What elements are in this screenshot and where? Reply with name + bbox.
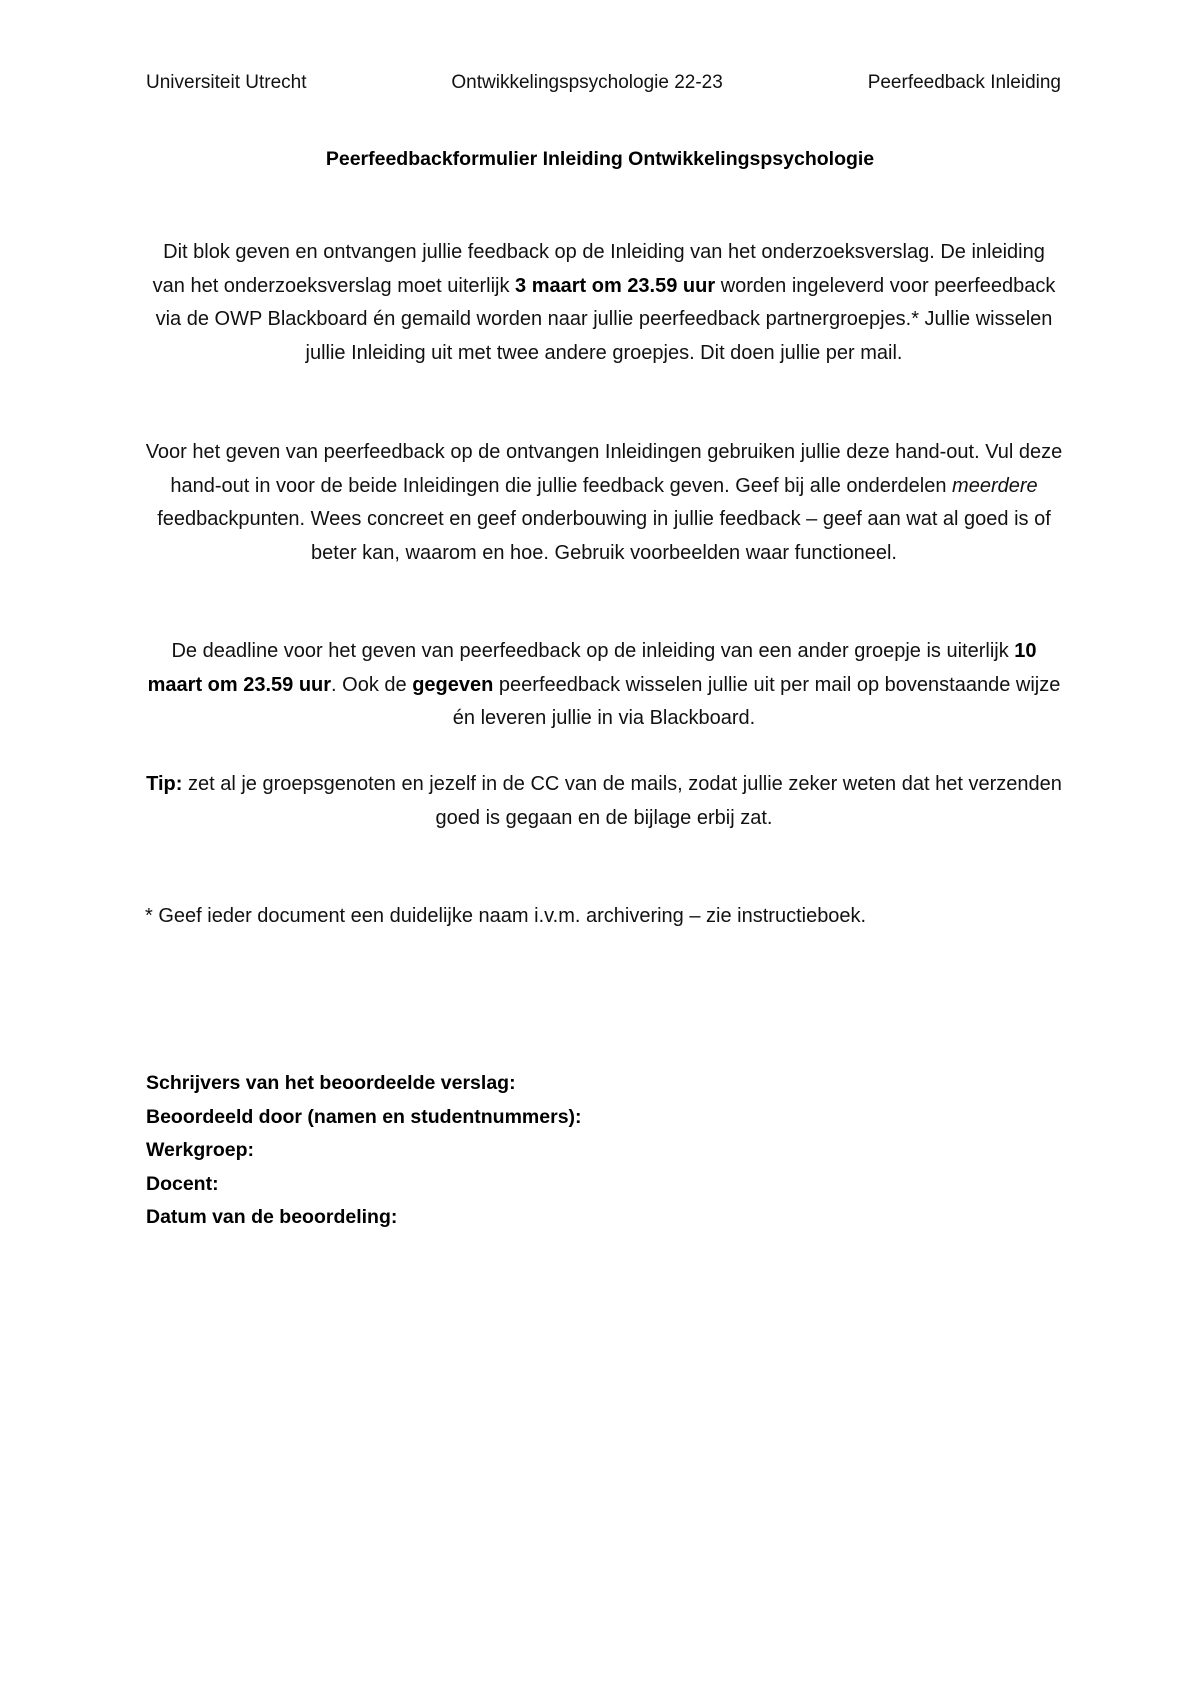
- deadline-text-a: De deadline voor het geven van peerfeedback op de inleiding van een ander groepje is uiterlijk: [171, 640, 1015, 662]
- intro-deadline: 3 maart om 23.59 uur: [515, 274, 716, 297]
- field-authors: Schrijvers van het beoordeelde verslag:: [146, 1072, 516, 1094]
- tip-text: zet al je groepsgenoten en jezelf in de CC van de mails, zodat jullie zeker weten dat het verzenden goed is gegaan en de bijlage erbij zat.: [182, 773, 1062, 829]
- instructions-paragraph: [145, 436, 1063, 570]
- field-reviewed-by: Beoordeeld door (namen en studentnummers):: [146, 1105, 582, 1128]
- intro-text-b: worden ingeleverd voor peerfeedback via de OWP Blackboard én gemaild worden naar jullie peerfeedback partnergroepjes.* Jullie wisselen jullie Inleiding uit met twee andere groepjes. Dit doen jullie per mail.: [155, 274, 1056, 364]
- field-teacher: Docent:: [146, 1172, 219, 1195]
- form-fields: [146, 1067, 582, 1235]
- tip-paragraph: [145, 768, 1063, 835]
- field-workgroup: Werkgroep:: [146, 1139, 254, 1161]
- deadline-paragraph: [145, 635, 1063, 736]
- header-university: Universiteit Utrecht: [146, 72, 307, 93]
- intro-paragraph: [145, 236, 1063, 370]
- instructions-italic-word: meerdere: [952, 474, 1038, 497]
- instructions-text-a: Voor het geven van peerfeedback op de ontvangen Inleidingen gebruiken jullie deze hand-out. Vul deze hand-out in voor de beide Inleidingen die jullie feedback geven. Geef bij alle onderdelen: [145, 441, 1063, 497]
- header-course: Ontwikkelingspsychologie 22-23: [451, 72, 723, 93]
- deadline-text-b: . Ook de: [331, 673, 413, 696]
- document-title: Peerfeedbackformulier Inleiding Ontwikkelingspsychologie: [325, 148, 875, 170]
- intro-text-a: Dit blok geven en ontvangen jullie feedback op de Inleiding van het onderzoeksverslag. De inleiding van het onderzoeksverslag moet uiterlijk: [152, 241, 1045, 297]
- header-topic: Peerfeedback Inleiding: [867, 72, 1061, 93]
- field-date: Datum van de beoordeling:: [146, 1206, 398, 1228]
- instructions-text-b: feedbackpunten. Wees concreet en geef onderbouwing in jullie feedback – geef aan wat al goed is of beter kan, waarom en hoe. Gebruik voorbeelden waar functioneel.: [157, 508, 1051, 564]
- page-header: [146, 71, 1061, 95]
- deadline-text-c: peerfeedback wisselen jullie uit per mail op bovenstaande wijze én leveren jullie in via Blackboard.: [452, 673, 1061, 729]
- footnote: * Geef ieder document een duidelijke naam i.v.m. archivering – zie instructieboek.: [145, 905, 867, 927]
- deadline-date: 10 maart om 23.59 uur: [147, 640, 1037, 696]
- deadline-bold-word: gegeven: [412, 673, 494, 696]
- tip-label: Tip:: [146, 773, 183, 795]
